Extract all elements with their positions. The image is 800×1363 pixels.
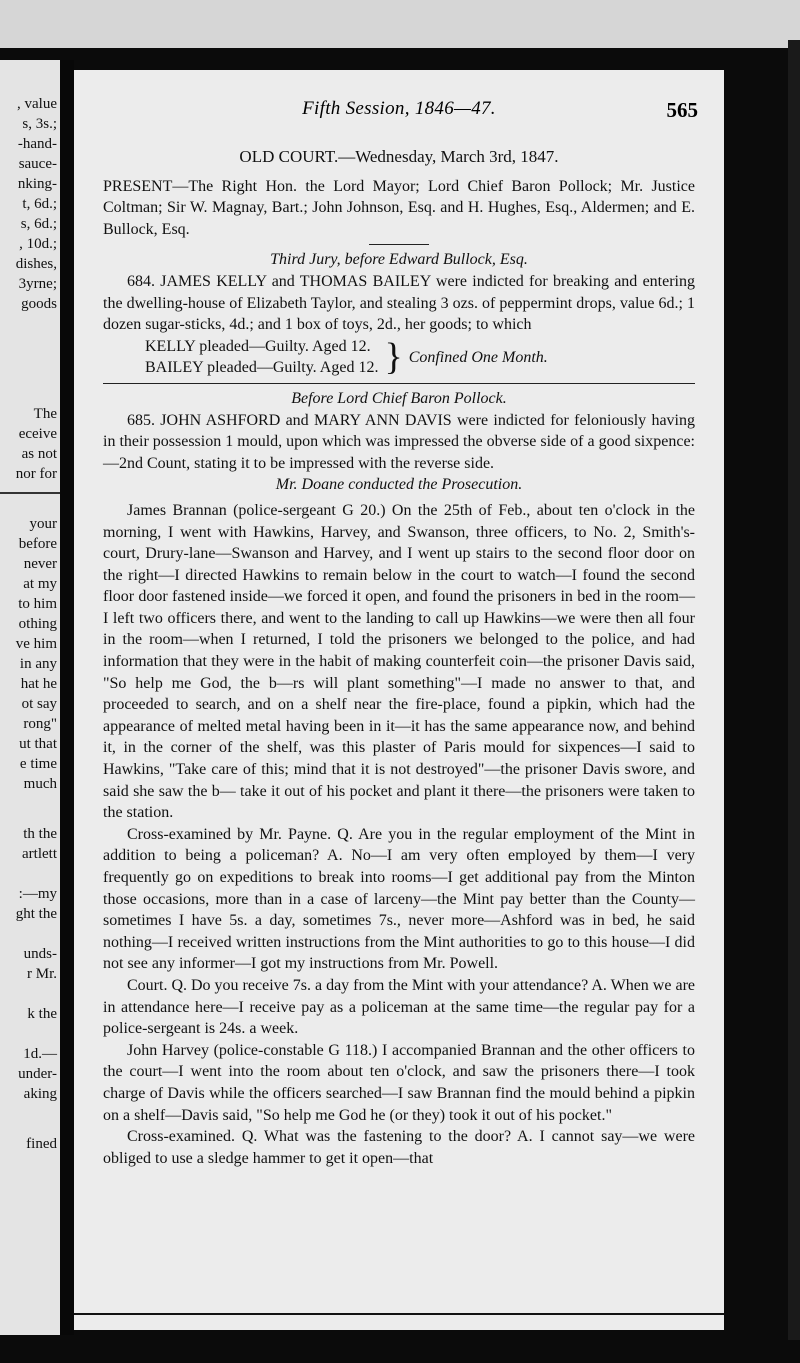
facing-page-text: 1d.— (23, 1046, 57, 1062)
facing-page-text: 3yrne; (18, 276, 57, 292)
facing-page-text: ght the (15, 906, 57, 922)
plea-lines (145, 336, 378, 379)
facing-page-text: your (29, 516, 57, 532)
facing-page-text: othing (18, 616, 57, 632)
page-content (103, 146, 695, 1169)
facing-page-text: at my (23, 576, 57, 592)
facing-page-text: k the (27, 1006, 57, 1022)
plea-bailey: BAILEY pleaded—Guilty. Aged 12. (145, 359, 379, 377)
facing-page-text: ve him (15, 636, 57, 652)
case-685-indictment: 685. JOHN ASHFORD and MARY ANN DAVIS were indicted for feloniously having in their possession 1 mould, upon which was impressed the obverse side of a good sixpence:—2nd Count, stating it to be impressed with the reverse side. (103, 411, 695, 472)
facing-page-text: artlett (22, 846, 57, 862)
prosecution-line: Mr. Doane conducted the Prosecution. (275, 476, 523, 494)
page-bottom-rule (74, 1313, 724, 1315)
facing-page-text: to him (18, 596, 57, 612)
facing-page-text: -hand- (17, 136, 57, 152)
facing-page-text: e time (19, 756, 57, 772)
section-divider (369, 244, 429, 245)
facing-page-text: nor for (15, 466, 57, 482)
facing-page-text: aking (23, 1086, 57, 1102)
brace-glyph: } (384, 336, 403, 379)
judge-heading: Before Lord Chief Baron Pollock. (291, 389, 507, 407)
facing-page-text: hat he (20, 676, 57, 692)
facing-page-text: goods (21, 296, 57, 312)
facing-page-text: dishes, (15, 256, 57, 272)
facing-page-text: :—my (18, 886, 57, 902)
facing-page-text: in any (19, 656, 57, 672)
case-684-pleas (145, 336, 695, 379)
facing-page-text: s, 3s.; (22, 116, 57, 132)
case-684-indictment: 684. JAMES KELLY and THOMAS BAILEY were indicted for breaking and entering the dwelling-house of Elizabeth Taylor, and stealing 3 ozs. of peppermint drops, value 6d.; 1 dozen sugar-sticks, 4d.; and 1 box of toys, 2d., her goods; to which (103, 272, 695, 334)
facing-page-text: sauce- (18, 156, 57, 172)
facing-page-text: nking- (17, 176, 57, 192)
facing-page-text: much (23, 776, 57, 792)
jury-heading: Third Jury, before Edward Bullock, Esq. (270, 251, 528, 269)
facing-page-text: before (18, 536, 57, 552)
book-gutter (60, 60, 74, 1335)
page-number: 565 (666, 98, 698, 122)
case-divider (103, 383, 695, 384)
facing-page-text: th the (23, 826, 57, 842)
facing-page-text: The (33, 406, 57, 422)
facing-page-text: , value (17, 96, 57, 112)
facing-page-text: eceive (18, 426, 57, 442)
facing-page-text: under- (18, 1066, 57, 1082)
facing-page-text: unds- (23, 946, 57, 962)
scanner-background-top (0, 0, 800, 48)
facing-page-text: as not (21, 446, 57, 462)
court-heading: OLD COURT.—Wednesday, March 3rd, 1847. (239, 147, 559, 166)
book-page (74, 70, 724, 1330)
testimony-brannan: James Brannan (police-sergeant G 20.) On the 25th of Feb., about ten o'clock in the morning, I went with Hawkins, Harvey, and Swanson, three officers, to No. 2, Smith's-court, Drury-lane—Swanson and Harvey, and I went up stairs to the second floor door on the right—I directed Hawkins to remain below in the court to watch—I found the second floor door fastened inside—we forced it open, and found the prisoners in bed in the room—I left two officers there, and went to the landing to call up Hawkins—we were then all four in the room—when I returned, I told the prisoners we belonged to the police, and had information that they were in the habit of making counterfeit coin—the prisoner Davis said, "So help me God, the b—rs will plant something"—I made no answer to that, and proceeded to search, and on a shelf near the fire-place, found a pipkin, which had the appearance of melted metal having been in it—it has the same appearance now, and behind it, in the corner of the shelf, was this plaster of Paris mould for sixpences—I said to Hawkins, "Take care of this; mind that it is not destroyed"—the prisoner Davis swore, and said she saw the b— take it out of his pocket and plant it there—the prisoners were taken to the station. (103, 501, 695, 822)
facing-page-text: never (23, 556, 57, 572)
scanner-background-right (788, 40, 800, 1340)
facing-page-rule (0, 492, 60, 494)
testimony-harvey: John Harvey (police-constable G 118.) I accompanied Brannan and the other officers to the court—I went into the room about ten o'clock, and saw the prisoners there—I took charge of Davis while the officers searched—I saw Brannan find the mould behind a pipkin on a shelf—Davis said, "So help me God he (or they) took it out of his pocket." (103, 1041, 695, 1124)
cross-exam-harvey: Cross-examined. Q. What was the fastening to the door? A. I cannot say—we were obliged to use a sledge hammer to get it open—that (103, 1128, 695, 1167)
page-header (74, 98, 724, 128)
facing-page-fragment (0, 60, 60, 1335)
facing-page-text: fined (26, 1136, 57, 1152)
facing-page-text: ot say (21, 696, 57, 712)
present-paragraph: PRESENT—The Right Hon. the Lord Mayor; Lord Chief Baron Pollock; Mr. Justice Coltman; Sir W. Magnay, Bart.; John Johnson, Esq. and H. Hughes, Esq., Aldermen; and E. Bullock, Esq. (103, 177, 695, 238)
facing-page-text: , 10d.; (19, 236, 57, 252)
case-684-sentence: Confined One Month. (408, 348, 548, 366)
facing-page-text: ut that (19, 736, 57, 752)
facing-page-text: t, 6d.; (22, 196, 57, 212)
running-title: Fifth Session, 1846—47. (302, 98, 496, 119)
court-question: Court. Q. Do you receive 7s. a day from the Mint with your attendance? A. When we are in attendance here—I receive pay as a policeman at the same time—the regular pay for a police-sergeant is 24s. a week. (103, 976, 695, 1038)
facing-page-text: rong" (23, 716, 57, 732)
facing-page-text: s, 6d.; (20, 216, 57, 232)
facing-page-text: r Mr. (27, 966, 57, 982)
plea-kelly: KELLY pleaded—Guilty. Aged 12. (145, 337, 371, 355)
cross-exam-brannan: Cross-examined by Mr. Payne. Q. Are you in the regular employment of the Mint in addition to being a policeman? A. No—I am very often employed by them—I very frequently go on expeditions to break into rooms—I get additional pay from the Minton those occasions, more than in a case of larceny—the Mint pay better than the County—sometimes I have 5s. a day, sometimes 7s., never more—Ashford was in bed, he said nothing—I received written instructions from the Mint authorities to go to this house—I did not see any informer—I got my instructions from Mr. Powell. (103, 825, 695, 973)
